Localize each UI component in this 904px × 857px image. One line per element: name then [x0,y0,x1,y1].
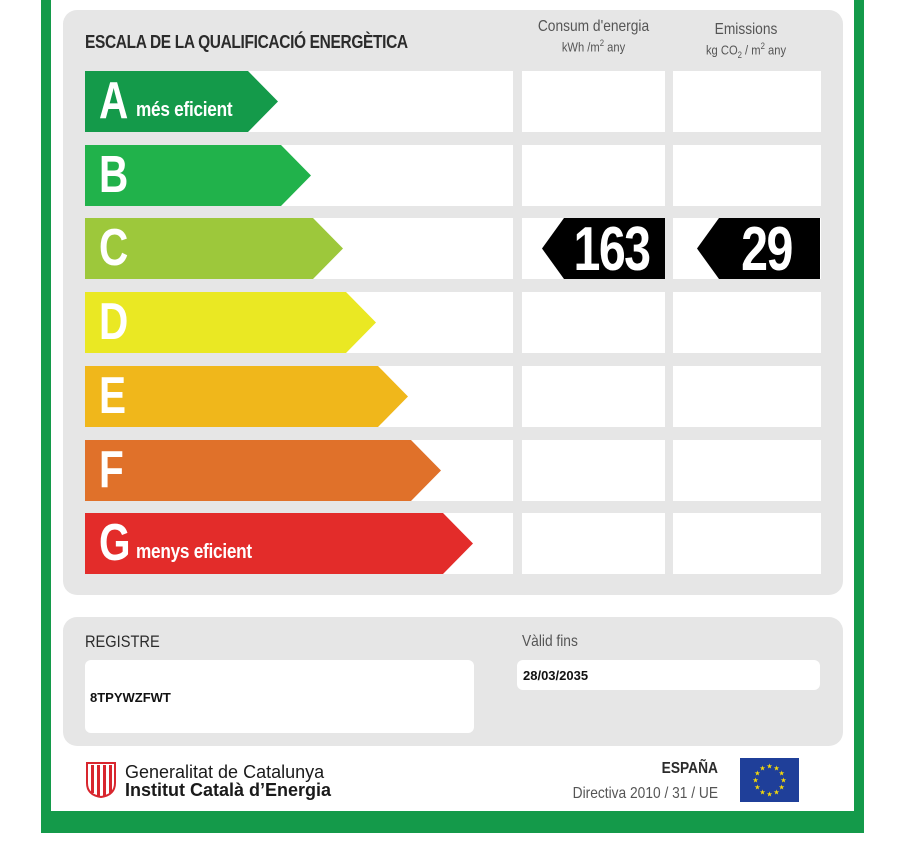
consumption-cell [522,440,665,501]
org-name: Generalitat de Catalunya [125,762,325,782]
grade-letter: F [99,441,124,499]
grade-arrow-g [85,513,473,574]
emissions-cell [673,366,821,427]
frame-bottom [41,811,864,833]
eu-flag-icon [740,758,799,802]
consumption-marker [542,215,665,284]
consumption-marker-value: 163 [573,215,650,284]
grade-letter: B [99,146,129,204]
emissions-cell [673,71,821,132]
registry-value: 8TPYWZFWT [90,690,171,705]
eu-star-icon: ★ [759,764,766,773]
registry-label: REGISTRE [85,632,160,651]
emissions-cell [673,292,821,353]
emissions-cell [673,440,821,501]
eu-star-icon: ★ [773,788,780,797]
emissions-header-label: Emissions [714,21,778,38]
emissions-unit: kg $CO_2 / m^2$ any [705,41,787,60]
grade-letter: G [99,514,131,572]
eu-star-icon: ★ [773,764,780,773]
grade-letter: D [99,293,129,351]
grade-letter: E [99,367,127,425]
eu-star-icon: ★ [778,783,785,792]
eu-star-icon: ★ [754,783,761,792]
consumption-header [522,18,665,54]
consumption-unit: kWh $/m^2$ any [561,38,626,55]
consumption-cell [522,513,665,574]
valid-until-value: 28/03/2035 [523,668,589,683]
institute-name: Institut Català d’Energia [125,780,332,800]
grade-letter: C [99,219,129,277]
eu-star-icon: ★ [752,776,759,785]
eu-star-icon: ★ [754,769,761,778]
scale-title: ESCALA DE LA QUALIFICACIÓ ENERGÈTICA [85,32,408,52]
grade-arrow-d [85,292,376,353]
emissions-marker-value: 29 [741,215,792,284]
grade-note: menys eficient [136,541,252,563]
eu-star-icon: ★ [766,790,773,799]
consumption-cell [522,145,665,206]
grade-letter: A [99,72,129,130]
consumption-cell [522,292,665,353]
emissions-cell [673,145,821,206]
eu-star-icon: ★ [766,762,773,771]
frame-right [854,0,864,833]
grade-arrow-e [85,366,408,427]
eu-star-icon: ★ [759,788,766,797]
eu-star-icon: ★ [780,776,787,785]
emissions-cell [673,513,821,574]
eu-star-icon: ★ [778,769,785,778]
emissions-marker [697,215,820,284]
grade-arrow-c [85,218,343,279]
grade-arrow-f [85,440,441,501]
directive: Directiva 2010 / 31 / UE [572,785,718,802]
grade-note: més eficient [136,99,233,121]
generalitat-stripes-icon [85,761,117,798]
valid-until-label: Vàlid fins [522,633,578,650]
grade-arrow-a [85,71,278,132]
consumption-cell [522,366,665,427]
country: ESPAÑA [661,760,718,777]
consumption-header-label: Consum d'energia [537,18,650,35]
frame-left [41,0,51,833]
grade-arrow-b [85,145,311,206]
emissions-header [672,21,820,60]
consumption-cell [522,71,665,132]
